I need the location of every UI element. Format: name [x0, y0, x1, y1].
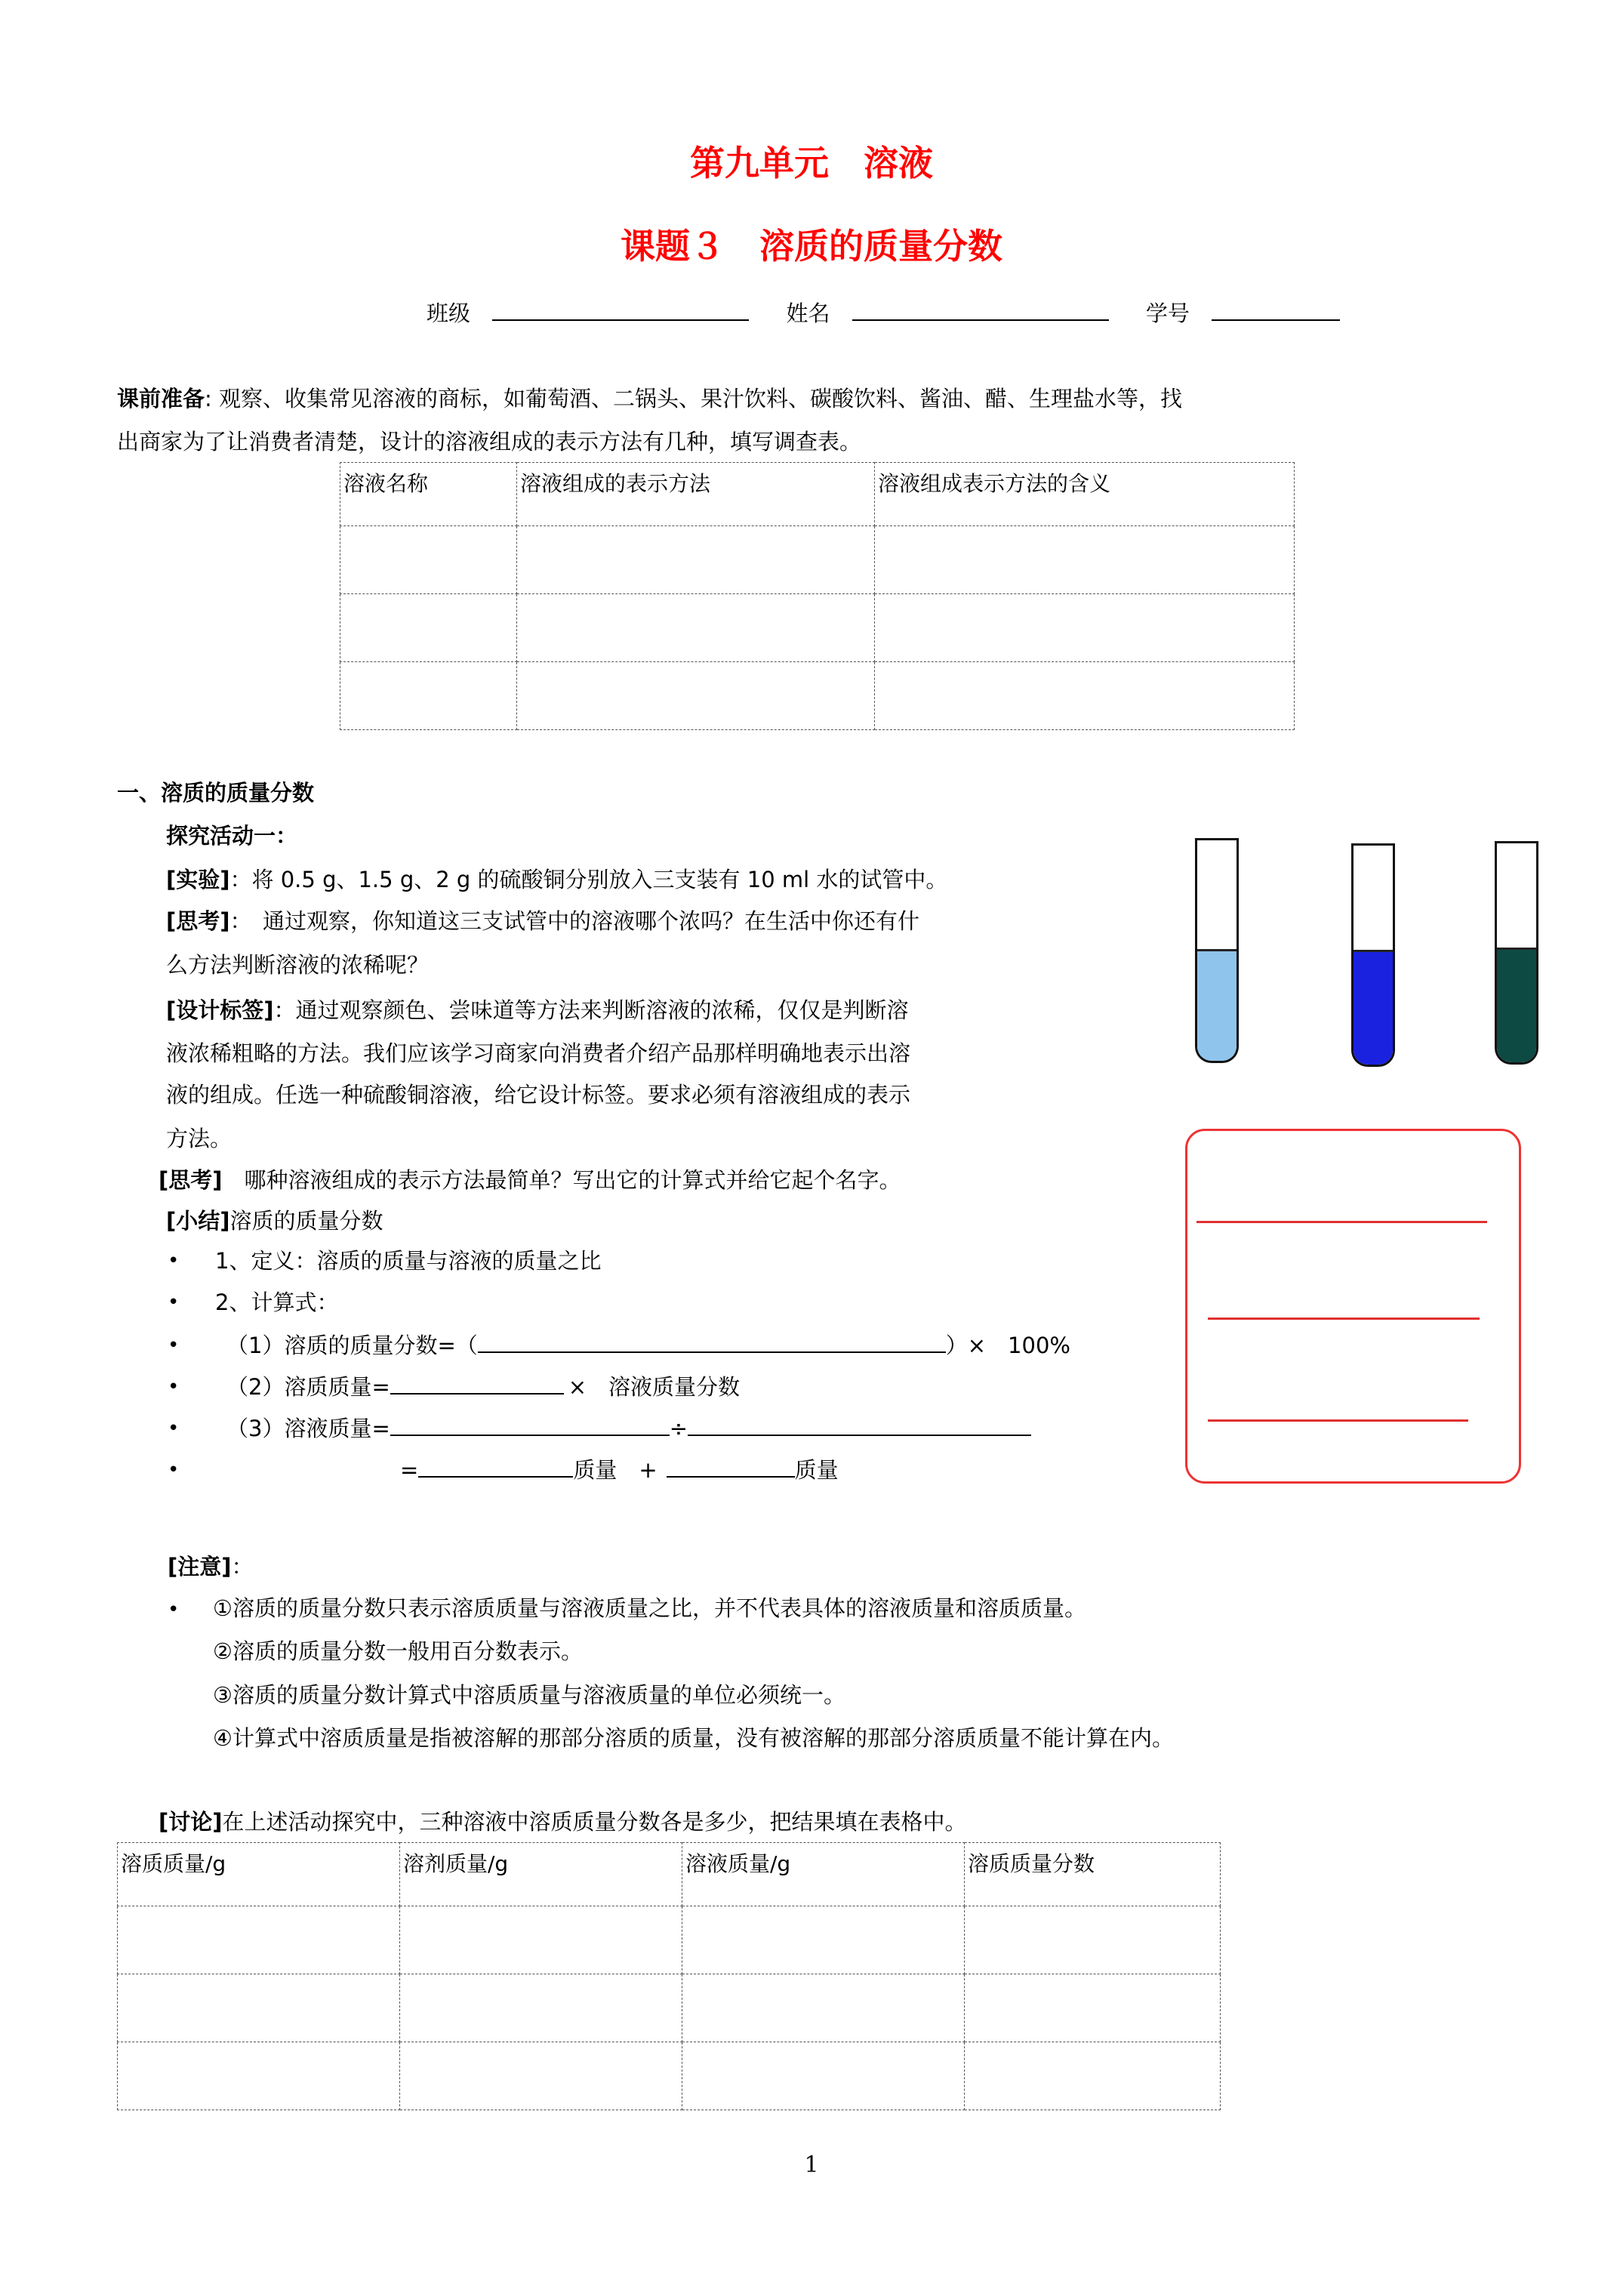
- label-line: [1208, 1318, 1480, 1320]
- summary-line: [小结]溶质的质量分数: [166, 1208, 383, 1234]
- table-header-cell: 溶液质量/g: [682, 1843, 965, 1906]
- think1-line-2: 么方法判断溶液的浓稀呢？: [166, 952, 430, 978]
- table-header-cell: 溶液组成表示方法的含义: [875, 463, 1295, 526]
- table-cell[interactable]: [340, 594, 517, 662]
- table-header-cell: 溶剂质量/g: [400, 1843, 682, 1906]
- bullet-dot: •: [168, 1291, 180, 1314]
- section-heading: 一、溶质的质量分数: [117, 780, 315, 806]
- discussion-table: [117, 1842, 1221, 2110]
- prep-label: 课前准备: [117, 386, 205, 411]
- activity-title: 探究活动一：: [166, 823, 298, 849]
- tube-solution: [1497, 948, 1536, 1062]
- definition-line: 1、定义：溶质的质量与溶液的质量之比: [215, 1248, 602, 1274]
- think2-line: [思考] 哪种溶液组成的表示方法最简单？写出它的计算式并给它起个名字。: [159, 1167, 901, 1193]
- table-row: [340, 594, 1295, 662]
- unit-title: 第九单元 溶液: [690, 143, 933, 183]
- number-field[interactable]: [1212, 298, 1340, 321]
- formula-4-blank-a[interactable]: [418, 1455, 573, 1478]
- tube-solution: [1197, 949, 1236, 1061]
- design-line-2: 液浓稀粗略的方法。我们应该学习商家向消费者介绍产品那样明确地表示出溶: [166, 1040, 911, 1066]
- formula-2: （2）溶质质量= × 溶液质量分数: [226, 1372, 740, 1402]
- table-row: [340, 662, 1295, 730]
- table-header-cell: 溶质质量/g: [118, 1843, 400, 1906]
- test-tube-medium: [1351, 843, 1395, 1067]
- bullet-dot: •: [168, 1376, 180, 1398]
- bullet-dot: •: [168, 1334, 180, 1357]
- note-3: ③溶质的质量分数计算式中溶质质量与溶液质量的单位必须统一。: [213, 1682, 845, 1708]
- test-tube-light: [1195, 838, 1239, 1063]
- formula-3-blank-b[interactable]: [688, 1413, 1031, 1436]
- prep-line-2: 出商家为了让消费者清楚，设计的溶液组成的表示方法有几种，填写调查表。: [117, 429, 862, 455]
- table-cell[interactable]: [400, 1974, 682, 2042]
- bullet-dot: •: [168, 1250, 180, 1272]
- name-field[interactable]: [852, 298, 1109, 321]
- table-row: [118, 1974, 1221, 2042]
- table-cell[interactable]: [400, 1906, 682, 1974]
- table-cell[interactable]: [875, 662, 1295, 730]
- formula-4-blank-b[interactable]: [667, 1455, 795, 1478]
- formula-2-blank[interactable]: [390, 1372, 564, 1395]
- note-4: ④计算式中溶质质量是指被溶解的那部分溶质的质量，没有被溶解的那部分溶质质量不能计算在内。: [213, 1725, 1174, 1751]
- table-cell[interactable]: [517, 526, 875, 594]
- table-row: [118, 1906, 1221, 1974]
- table-header-cell: 溶液名称: [340, 463, 517, 526]
- table-cell[interactable]: [682, 1906, 965, 1974]
- table-header-cell: 溶质质量分数: [965, 1843, 1221, 1906]
- table-cell[interactable]: [340, 662, 517, 730]
- class-label: 班级: [427, 300, 471, 326]
- experiment-line: [实验]：将 0.5 g、1.5 g、2 g 的硫酸铜分别放入三支装有 10 ml 水的试管中。: [166, 867, 948, 892]
- table-cell[interactable]: [118, 1906, 400, 1974]
- table-cell[interactable]: [682, 1974, 965, 2042]
- discussion-line: [讨论]在上述活动探究中，三种溶液中溶质质量分数各是多少，把结果填在表格中。: [159, 1809, 967, 1835]
- table-row: [118, 2042, 1221, 2110]
- tube-solution: [1354, 950, 1393, 1065]
- table-cell[interactable]: [340, 526, 517, 594]
- formula-1-blank[interactable]: [478, 1330, 946, 1353]
- design-line-3: 液的组成。任选一种硫酸铜溶液，给它设计标签。要求必须有溶液组成的表示: [166, 1082, 911, 1108]
- table-cell[interactable]: [118, 2042, 400, 2110]
- prep-line-1: 课前准备: 观察、收集常见溶液的商标，如葡萄酒、二锅头、果汁饮料、碳酸饮料、酱油、醋、生理盐水等，找: [117, 386, 1183, 411]
- table-cell[interactable]: [875, 594, 1295, 662]
- survey-table: [340, 462, 1295, 730]
- table-row: [118, 1843, 1221, 1906]
- table-header-cell: 溶液组成的表示方法: [517, 463, 875, 526]
- table-cell[interactable]: [682, 2042, 965, 2110]
- table-cell[interactable]: [118, 1974, 400, 2042]
- table-cell[interactable]: [517, 662, 875, 730]
- design-line-1: [设计标签]：通过观察颜色、尝味道等方法来判断溶液的浓稀，仅仅是判断溶: [166, 997, 909, 1023]
- notes-tag-line: [注意]：: [168, 1554, 254, 1579]
- page-number: 1: [804, 2152, 819, 2178]
- bullet-dot: •: [168, 1459, 180, 1481]
- number-label: 学号: [1145, 300, 1190, 326]
- table-cell[interactable]: [965, 1974, 1221, 2042]
- label-line: [1208, 1419, 1468, 1422]
- think1-line-1: [思考]： 通过观察，你知道这三支试管中的溶液哪个浓吗？在生活中你还有什: [166, 908, 920, 934]
- table-cell[interactable]: [875, 526, 1295, 594]
- table-row: [340, 526, 1295, 594]
- table-cell[interactable]: [400, 2042, 682, 2110]
- formula-3-blank-a[interactable]: [390, 1413, 670, 1436]
- student-info-line: [427, 298, 1340, 328]
- design-line-4: 方法。: [166, 1126, 233, 1151]
- name-label: 姓名: [786, 300, 830, 326]
- label-line: [1196, 1221, 1487, 1223]
- table-row: [340, 463, 1295, 526]
- label-design-box[interactable]: [1185, 1129, 1521, 1484]
- class-field[interactable]: [492, 298, 749, 321]
- formula-1: （1）溶质的质量分数=（ ）× 100%: [226, 1330, 1070, 1361]
- formula-4: = 质量 + 质量: [400, 1455, 839, 1485]
- test-tube-dark: [1495, 841, 1538, 1065]
- formula-3: （3）溶液质量= ÷: [226, 1413, 1031, 1444]
- lesson-title: 课题３ 溶质的质量分数: [621, 226, 1002, 267]
- note-1: ①溶质的质量分数只表示溶质质量与溶液质量之比，并不代表具体的溶液质量和溶质质量。: [213, 1595, 1086, 1621]
- table-cell[interactable]: [517, 594, 875, 662]
- bullet-dot: •: [168, 1598, 180, 1621]
- table-cell[interactable]: [965, 2042, 1221, 2110]
- table-cell[interactable]: [965, 1906, 1221, 1974]
- note-2: ②溶质的质量分数一般用百分数表示。: [213, 1638, 583, 1664]
- formula-heading: 2、计算式：: [215, 1290, 339, 1315]
- bullet-dot: •: [168, 1417, 180, 1440]
